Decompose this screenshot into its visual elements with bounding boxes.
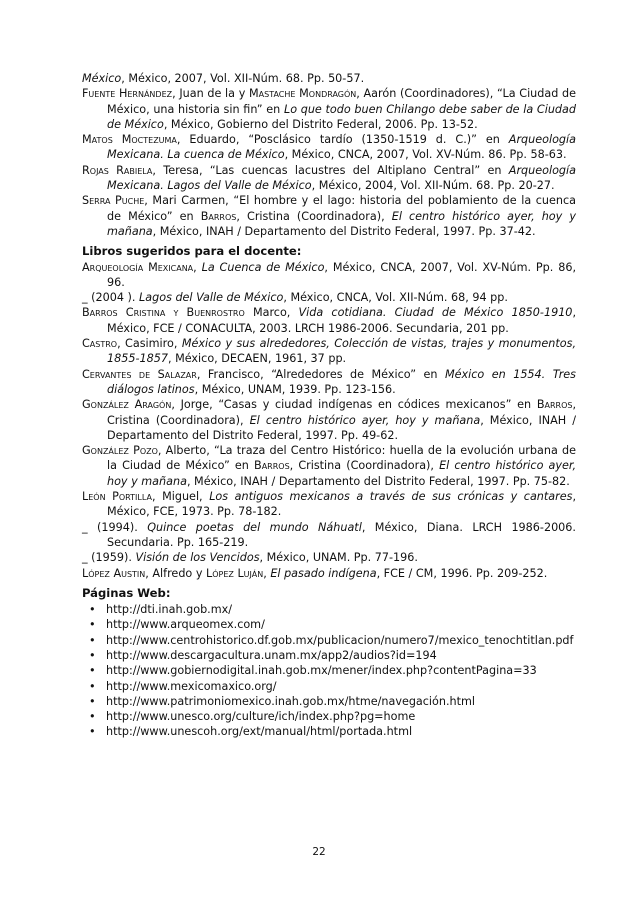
reference-text: López Austin: [82, 566, 146, 580]
reference-text: México y sus alrededores, Colección de vistas, trajes y monumentos, 1855-1857: [107, 337, 576, 366]
reference-entry: [82, 336, 576, 367]
reference-text: Arqueología Mexicana. La cuenca de México: [107, 133, 576, 162]
document-page: [82, 71, 576, 740]
reference-text: Vida cotidiana. Ciudad de México 1850-1910: [298, 306, 573, 320]
reference-text: , Casimiro,: [117, 337, 182, 351]
reference-text: , México, CNCA, 2007, Vol. XV-Núm. Pp. 86, 96.: [107, 260, 576, 289]
reference-text: Serra Puche: [82, 194, 145, 208]
reference-text: , México, CNCA, 2007, Vol. XV-Núm. 86. Pp. 58-63.: [284, 148, 567, 162]
reference-text: González Pozo: [82, 444, 158, 458]
reference-text: La Cuenca de México: [201, 260, 325, 274]
reference-text: Rojas Rabiela: [82, 163, 153, 177]
web-link[interactable]: • http://www.centrohistorico.df.gob.mx/publicacion/numero7/mexico_tenochtitlan.pdf: [82, 633, 576, 648]
reference-text: , Jorge, “Casas y ciudad indígenas en códices mexicanos” en: [171, 398, 537, 412]
reference-entry: [82, 71, 576, 86]
reference-text: , México, FCE / CONACULTA, 2003. LRCH 1986-2006. Secundaria, 201 pp.: [107, 306, 576, 335]
reference-text: El centro histórico ayer, hoy y mañana: [107, 459, 577, 488]
books-heading: Libros sugeridos para el docente:: [82, 244, 302, 259]
reference-entry: [82, 443, 576, 489]
reference-entry: [82, 520, 576, 551]
reference-text: González Aragón: [82, 398, 172, 412]
web-link[interactable]: • http://www.unesco.org/culture/ich/index.php?pg=home: [82, 709, 576, 724]
reference-entry: [82, 290, 576, 305]
reference-text: Barros: [536, 398, 573, 412]
web-link-list: [82, 602, 576, 740]
reference-text: , Alberto, “La traza del Centro Histórico: huella de la evolución urbana de la Ciudad de México” en: [107, 444, 576, 473]
reference-text: Los antiguos mexicanos a través de sus crónicas y cantares: [209, 490, 573, 504]
reference-text: , México, Gobierno del Distrito Federal, 2006. Pp. 13-52.: [163, 117, 478, 131]
reference-text: Cervantes de Salazar: [82, 367, 197, 381]
reference-text: , México, Diana. LRCH 1986-2006. Secundaria. Pp. 165-219.: [107, 520, 576, 549]
reference-text: , México, UNAM, 1939. Pp. 123-156.: [194, 382, 396, 396]
reference-text: El centro histórico ayer, hoy y mañana: [107, 209, 576, 238]
reference-text: , México, CNCA, Vol. XII-Núm. 68, 94 pp.: [283, 291, 508, 305]
reference-text: , México, FCE, 1973. Pp. 78-182.: [107, 490, 577, 519]
reference-entry: [82, 305, 576, 336]
reference-text: , Miguel,: [151, 490, 210, 504]
reference-entry: [82, 163, 576, 194]
reference-text: , México, INAH / Departamento del Distrito Federal, 1997. Pp. 37-42.: [152, 224, 536, 238]
reference-entry: [82, 193, 576, 239]
reference-text: López Luján: [206, 566, 264, 580]
reference-entry: [82, 86, 576, 132]
reference-text: , Juan de la y: [172, 87, 249, 101]
reference-text: , México, INAH / Departamento del Distrito Federal, 1997. Pp. 75-82.: [186, 474, 570, 488]
reference-text: , México, 2007, Vol. XII-Núm. 68. Pp. 50-57.: [121, 72, 365, 85]
reference-text: , Cristina (Coordinadora),: [107, 398, 577, 427]
reference-text: ,: [263, 566, 271, 580]
reference-text: León Portilla: [82, 490, 152, 504]
reference-text: México: [82, 72, 122, 85]
web-link[interactable]: • http://www.arqueomex.com/: [82, 617, 576, 632]
reference-text: Lo que todo buen Chilango debe saber de la Ciudad de México: [107, 102, 576, 131]
reference-text: Quince poetas del mundo Náhuatl: [147, 520, 362, 534]
reference-text: Barros Cristina y Buenrostro: [82, 306, 245, 320]
reference-text: , Francisco, “Alrededores de México” en: [196, 367, 445, 381]
reference-entry: [82, 566, 576, 581]
reference-text: , Eduardo, “Posclásico tardío (1350-1519 d. C.)” en: [176, 133, 509, 147]
reference-text: , Teresa, “Las cuencas lacustres del Altiplano Central” en: [152, 163, 509, 177]
reference-text: , México, UNAM. Pp. 77-196.: [259, 551, 418, 565]
reference-text: Barros: [200, 209, 237, 223]
reference-text: Arqueología Mexicana. Lagos del Valle de México: [107, 163, 576, 193]
reference-entry: [82, 367, 576, 398]
reference-list-top: [82, 71, 576, 239]
reference-text: México en 1554. Tres diálogos latinos: [107, 367, 576, 396]
page-number: 22: [312, 846, 326, 858]
web-link[interactable]: • http://www.mexicomaxico.org/: [82, 679, 576, 694]
reference-text: , Cristina (Coordinadora),: [289, 459, 440, 473]
web-link[interactable]: • http://dti.inah.gob.mx/: [82, 602, 576, 617]
reference-entry: [82, 260, 576, 291]
reference-text: Mastache Mondragón: [249, 87, 357, 101]
reference-text: Barros: [254, 459, 290, 473]
reference-text: Lagos del Valle de México: [139, 291, 284, 305]
reference-text: _ (1994).: [82, 520, 148, 534]
reference-text: ,: [193, 260, 202, 274]
reference-text: , México, 2004, Vol. XII-Núm. 68. Pp. 20-27.: [311, 179, 555, 193]
reference-text: _ (2004 ).: [82, 291, 140, 305]
reference-entry: [82, 550, 576, 565]
reference-text: Marco,: [244, 306, 299, 320]
reference-text: Arqueología Mexicana: [82, 260, 194, 274]
reference-text: , México, INAH / Departamento del Distrito Federal, 1997. Pp. 49-62.: [107, 413, 576, 442]
web-link[interactable]: • http://www.descargacultura.unam.mx/app2/audios?id=194: [82, 648, 576, 663]
reference-text: , FCE / CM, 1996. Pp. 209-252.: [376, 566, 548, 580]
reference-text: Visión de los Vencidos: [135, 551, 260, 565]
reference-text: Matos Moctezuma: [82, 133, 177, 147]
reference-entry: [82, 489, 576, 520]
reference-text: , Cristina (Coordinadora),: [236, 209, 392, 223]
web-heading: Páginas Web:: [82, 585, 171, 600]
reference-text: El centro histórico ayer, hoy y mañana: [249, 413, 481, 427]
reference-text: , Alfredo y: [145, 566, 206, 580]
web-link[interactable]: • http://www.gobiernodigital.inah.gob.mx/mener/index.php?contentPagina=33: [82, 663, 576, 678]
reference-entry: [82, 397, 576, 443]
web-link[interactable]: • http://www.unescoh.org/ext/manual/html/portada.html: [82, 724, 576, 739]
reference-text: , Aarón (Coordinadores), “La Ciudad de México, una historia sin fin” en: [107, 87, 576, 116]
reference-text: El pasado indígena: [270, 566, 377, 580]
reference-text: _ (1959).: [82, 551, 136, 565]
web-link[interactable]: • http://www.patrimoniomexico.inah.gob.mx/htme/navegación.html: [82, 694, 576, 709]
reference-text: Fuente Hernández: [82, 87, 173, 101]
reference-text: Castro: [82, 337, 118, 351]
reference-text: , México, DECAEN, 1961, 37 pp.: [167, 352, 347, 366]
reference-list-books: [82, 260, 576, 581]
reference-text: , Mari Carmen, “El hombre y el lago: historia del poblamiento de la cuenca de México” en: [107, 194, 576, 223]
reference-entry: [82, 132, 576, 163]
